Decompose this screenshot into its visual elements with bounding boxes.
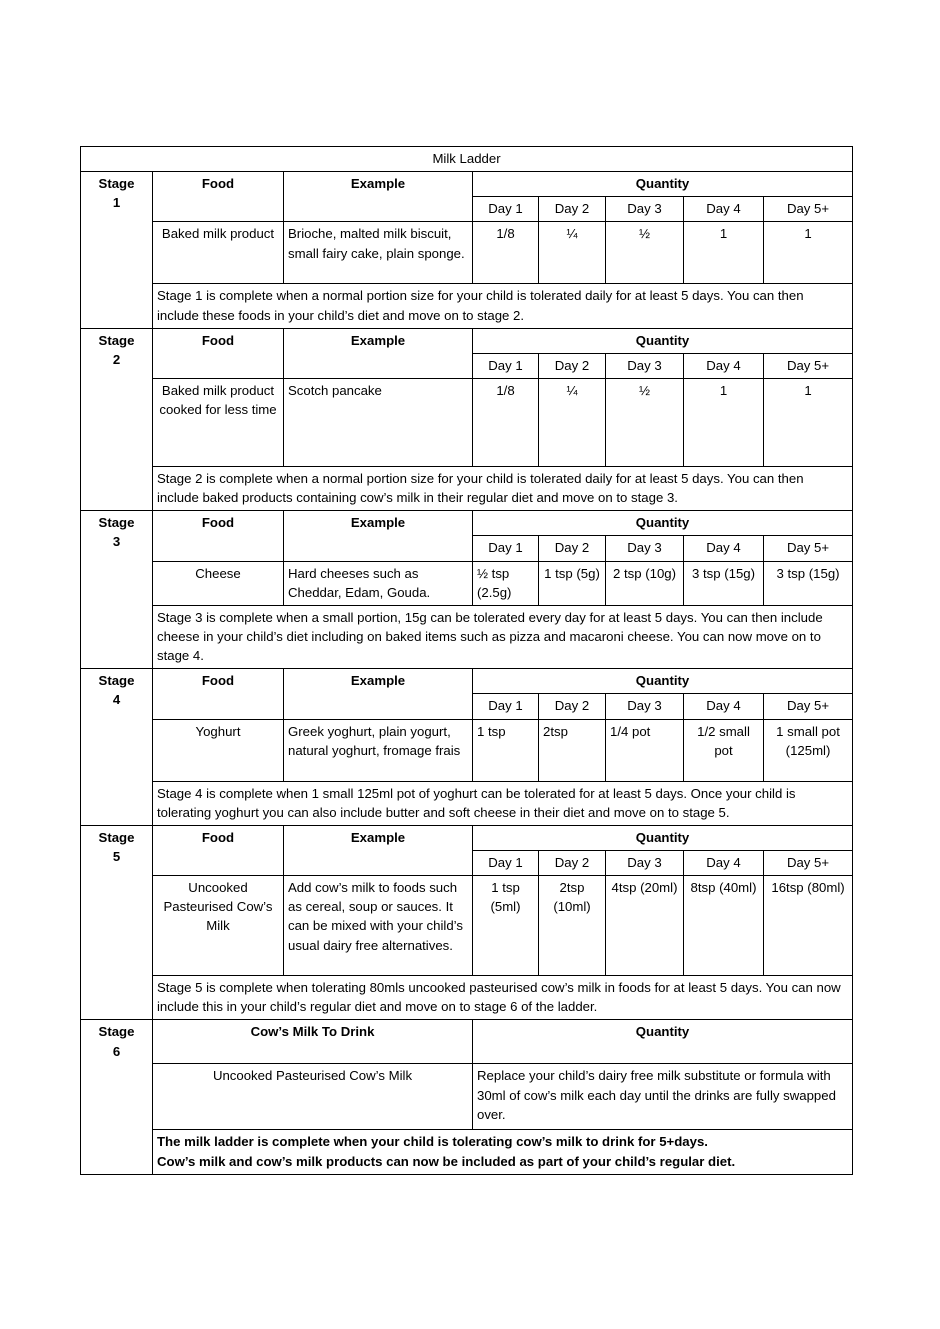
stage-4-header-row xyxy=(81,669,853,694)
stage-5-note: Stage 5 is complete when tolerating 80mls uncooked pasteurised cow’s milk in foods for at least 5 days. You can now include this in your child’s regular diet and move on to stage 6 of the ladder. xyxy=(153,976,853,1020)
stage-4-qty-day-2: 2tsp xyxy=(539,719,606,781)
stage-1-qty-day-2: ¼ xyxy=(539,222,606,284)
day-header-3: Day 3 xyxy=(606,197,684,222)
column-header-food: Food xyxy=(153,825,284,875)
stage-1-food: Baked milk product xyxy=(153,222,284,284)
stage-6-drink-quantity: Replace your child’s dairy free milk substitute or formula with 30ml of cow’s milk each day until the drinks are fully swapped over. xyxy=(473,1064,853,1130)
column-header-quantity: Quantity xyxy=(473,825,853,850)
stage-label-4 xyxy=(81,669,153,826)
stage-4-example: Greek yoghurt, plain yogurt, natural yoghurt, fromage frais xyxy=(284,719,473,781)
stage-5-data-row xyxy=(81,876,853,976)
stage-label-number: 4 xyxy=(112,692,121,708)
title-row xyxy=(81,147,853,172)
column-header-example: Example xyxy=(284,825,473,875)
stage-4-data-row xyxy=(81,719,853,781)
stage-6-note-row xyxy=(81,1130,853,1174)
day-header-4: Day 4 xyxy=(684,353,764,378)
day-header-2: Day 2 xyxy=(539,197,606,222)
stage-label-word: Stage xyxy=(98,1024,135,1040)
day-header-1: Day 1 xyxy=(473,353,539,378)
day-header-5: Day 5+ xyxy=(764,850,853,875)
stage-6-note-line-2: Cow’s milk and cow’s milk products can now be included as part of your child’s regular diet. xyxy=(157,1153,736,1169)
stage-2-food: Baked milk product cooked for less time xyxy=(153,378,284,466)
day-header-4: Day 4 xyxy=(684,694,764,719)
day-header-4: Day 4 xyxy=(684,850,764,875)
stage-1-qty-day-3: ½ xyxy=(606,222,684,284)
stage-2-qty-day-3: ½ xyxy=(606,378,684,466)
stage-4-qty-day-3: 1/4 pot xyxy=(606,719,684,781)
stage-2-note-row xyxy=(81,466,853,510)
day-header-3: Day 3 xyxy=(606,353,684,378)
stage-3-food: Cheese xyxy=(153,561,284,605)
day-header-5: Day 5+ xyxy=(764,536,853,561)
stage-5-example: Add cow’s milk to foods such as cereal, soup or sauces. It can be mixed with your child’s usual dairy free alternatives. xyxy=(284,876,473,976)
stage-6-header-drink: Cow’s Milk To Drink xyxy=(153,1020,473,1064)
stage-5-qty-day-2: 2tsp (10ml) xyxy=(539,876,606,976)
stage-4-food: Yoghurt xyxy=(153,719,284,781)
day-header-1: Day 1 xyxy=(473,536,539,561)
stage-label-word: Stage xyxy=(98,673,135,689)
day-header-2: Day 2 xyxy=(539,850,606,875)
day-header-4: Day 4 xyxy=(684,536,764,561)
page-title: Milk Ladder xyxy=(81,147,853,172)
stage-6-note xyxy=(153,1130,853,1174)
stage-6-header-row xyxy=(81,1020,853,1064)
stage-4-note-row xyxy=(81,781,853,825)
column-header-example: Example xyxy=(284,172,473,222)
stage-label-word: Stage xyxy=(98,176,135,192)
stage-label-6 xyxy=(81,1020,153,1174)
stage-5-qty-day-5: 16tsp (80ml) xyxy=(764,876,853,976)
stage-label-word: Stage xyxy=(98,515,135,531)
stage-1-example: Brioche, malted milk biscuit, small fairy cake, plain sponge. xyxy=(284,222,473,284)
stage-1-note-row xyxy=(81,284,853,328)
stage-label-3 xyxy=(81,511,153,669)
stage-4-note: Stage 4 is complete when 1 small 125ml pot of yoghurt can be tolerated for at least 5 days. Once your child is tolerating yoghurt you can also include butter and soft cheese in their diet and move on to stage 5. xyxy=(153,781,853,825)
stage-2-qty-day-4: 1 xyxy=(684,378,764,466)
stage-6-header-quantity: Quantity xyxy=(473,1020,853,1064)
day-header-1: Day 1 xyxy=(473,197,539,222)
stage-1-data-row xyxy=(81,222,853,284)
milk-ladder-table xyxy=(80,146,853,1175)
milk-ladder-sheet xyxy=(80,146,852,1175)
stage-label-5 xyxy=(81,825,153,1020)
stage-4-qty-day-5: 1 small pot (125ml) xyxy=(764,719,853,781)
column-header-food: Food xyxy=(153,511,284,561)
stage-3-note: Stage 3 is complete when a small portion, 15g can be tolerated every day for at least 5 days. You can then include cheese in your child’s diet including on baked items such as pizza and macaroni cheese. You can now move on to stage 4. xyxy=(153,605,853,668)
day-header-5: Day 5+ xyxy=(764,694,853,719)
stage-2-header-row xyxy=(81,328,853,353)
stage-3-qty-day-1: ½ tsp (2.5g) xyxy=(473,561,539,605)
day-header-3: Day 3 xyxy=(606,536,684,561)
column-header-example: Example xyxy=(284,669,473,719)
stage-3-qty-day-2: 1 tsp (5g) xyxy=(539,561,606,605)
column-header-example: Example xyxy=(284,511,473,561)
stage-3-qty-day-4: 3 tsp (15g) xyxy=(684,561,764,605)
day-header-3: Day 3 xyxy=(606,694,684,719)
column-header-quantity: Quantity xyxy=(473,328,853,353)
column-header-food: Food xyxy=(153,669,284,719)
column-header-food: Food xyxy=(153,328,284,378)
day-header-5: Day 5+ xyxy=(764,353,853,378)
stage-5-qty-day-3: 4tsp (20ml) xyxy=(606,876,684,976)
column-header-food: Food xyxy=(153,172,284,222)
stage-label-word: Stage xyxy=(98,829,135,845)
stage-6-data-row xyxy=(81,1064,853,1130)
stage-1-header-row xyxy=(81,172,853,197)
stage-3-data-row xyxy=(81,561,853,605)
stage-label-number: 3 xyxy=(112,534,121,550)
stage-label-number: 2 xyxy=(112,351,121,367)
column-header-quantity: Quantity xyxy=(473,511,853,536)
stage-1-qty-day-5: 1 xyxy=(764,222,853,284)
stage-3-example: Hard cheeses such as Cheddar, Edam, Gouda. xyxy=(284,561,473,605)
day-header-1: Day 1 xyxy=(473,694,539,719)
day-header-2: Day 2 xyxy=(539,353,606,378)
stage-label-number: 6 xyxy=(112,1043,121,1059)
stage-2-qty-day-2: ¼ xyxy=(539,378,606,466)
stage-2-data-row xyxy=(81,378,853,466)
stage-1-note: Stage 1 is complete when a normal portion size for your child is tolerated daily for at least 5 days. You can then include these foods in your child’s diet and move on to stage 2. xyxy=(153,284,853,328)
stage-3-qty-day-3: 2 tsp (10g) xyxy=(606,561,684,605)
stage-2-example: Scotch pancake xyxy=(284,378,473,466)
stage-1-qty-day-4: 1 xyxy=(684,222,764,284)
stage-5-qty-day-4: 8tsp (40ml) xyxy=(684,876,764,976)
stage-2-qty-day-5: 1 xyxy=(764,378,853,466)
stage-5-header-row xyxy=(81,825,853,850)
day-header-4: Day 4 xyxy=(684,197,764,222)
stage-4-qty-day-1: 1 tsp xyxy=(473,719,539,781)
column-header-quantity: Quantity xyxy=(473,172,853,197)
stage-4-qty-day-4: 1/2 small pot xyxy=(684,719,764,781)
stage-6-drink: Uncooked Pasteurised Cow’s Milk xyxy=(153,1064,473,1130)
stage-label-2 xyxy=(81,328,153,511)
day-header-2: Day 2 xyxy=(539,536,606,561)
stage-label-number: 5 xyxy=(112,848,121,864)
stage-6-note-line-1: The milk ladder is complete when your child is tolerating cow’s milk to drink for 5+days. xyxy=(157,1134,708,1150)
stage-label-1 xyxy=(81,172,153,329)
day-header-3: Day 3 xyxy=(606,850,684,875)
stage-3-qty-day-5: 3 tsp (15g) xyxy=(764,561,853,605)
stage-label-word: Stage xyxy=(98,332,135,348)
stage-5-food: Uncooked Pasteurised Cow’s Milk xyxy=(153,876,284,976)
stage-2-note: Stage 2 is complete when a normal portion size for your child is tolerated daily for at least 5 days. You can then include baked products containing cow’s milk in their regular diet and move on to stage 3. xyxy=(153,466,853,510)
day-header-1: Day 1 xyxy=(473,850,539,875)
stage-3-header-row xyxy=(81,511,853,536)
stage-3-note-row xyxy=(81,605,853,668)
column-header-quantity: Quantity xyxy=(473,669,853,694)
stage-2-qty-day-1: 1/8 xyxy=(473,378,539,466)
column-header-example: Example xyxy=(284,328,473,378)
stage-1-qty-day-1: 1/8 xyxy=(473,222,539,284)
day-header-2: Day 2 xyxy=(539,694,606,719)
stage-5-note-row xyxy=(81,976,853,1020)
stage-5-qty-day-1: 1 tsp (5ml) xyxy=(473,876,539,976)
day-header-5: Day 5+ xyxy=(764,197,853,222)
stage-label-number: 1 xyxy=(112,195,121,211)
